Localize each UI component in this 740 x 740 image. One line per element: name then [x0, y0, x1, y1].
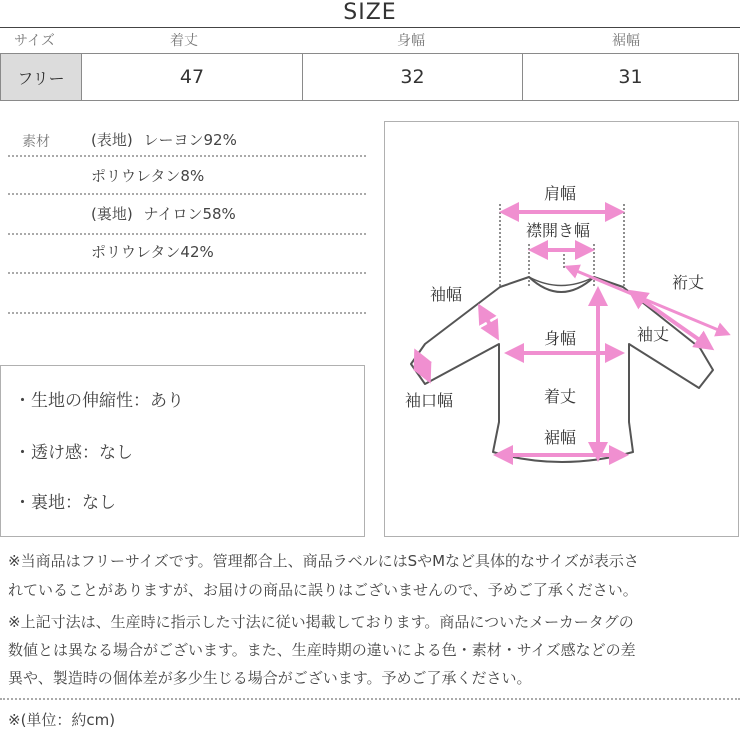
label-neck-width: 襟開き幅 — [526, 221, 591, 240]
hem-width-value-cell: 31 — [618, 66, 643, 88]
label-length: 着丈 — [544, 387, 577, 406]
material-line — [91, 166, 204, 186]
material-line — [91, 242, 214, 262]
cuff-width-arrow — [416, 352, 429, 380]
label-sleeve-width: 袖幅 — [430, 285, 463, 304]
property-lining: ・裏地：なし — [14, 493, 116, 513]
label-shoulder: 肩幅 — [544, 184, 577, 203]
header-size: サイズ — [14, 33, 55, 49]
note-line: ※当商品はフリーサイズです。管理都合上、商品ラベルにはSやMなど具体的なサイズが表示さ — [8, 552, 639, 570]
material-divider — [8, 155, 366, 157]
size-title: SIZE — [343, 0, 397, 25]
note-line: 数値とは異なる場合がございます。また、生産時期の違いによる色・素材・サイズ感などの差 — [8, 641, 636, 659]
header-hem-width: 裾幅 — [612, 33, 640, 49]
material-part: (表地) — [91, 131, 133, 149]
length-value-cell: 47 — [82, 54, 303, 100]
unit-note: ※(単位：約cm) — [8, 711, 116, 729]
material-divider — [8, 272, 366, 274]
label-yuki: 裄丈 — [672, 273, 705, 292]
material-part: (裏地) — [91, 205, 133, 223]
material-line — [91, 130, 237, 150]
body-width-value-cell: 32 — [303, 54, 523, 100]
note-line: 異や、製造時の個体差が多少生じる場合がございます。予めご了承ください。 — [8, 669, 532, 687]
header-body-width: 身幅 — [397, 33, 425, 49]
material-text: ポリウレタン42% — [91, 243, 214, 261]
note-line: れていることがありますが、お届けの商品に誤りはございませんので、予めご了承ください。 — [8, 581, 638, 599]
title-divider — [0, 27, 740, 28]
label-hem-width: 裾幅 — [544, 428, 577, 447]
note-line: ※上記寸法は、生産時に指示した寸法に従い掲載しております。商品についたメーカータグの — [8, 613, 634, 631]
size-name-cell: フリー — [1, 54, 82, 100]
material-divider — [8, 233, 366, 235]
label-sleeve-length: 袖丈 — [637, 325, 670, 344]
material-label: 素材 — [22, 134, 50, 150]
label-cuff-width: 袖口幅 — [405, 391, 454, 410]
property-sheerness: ・透け感：なし — [14, 443, 133, 463]
material-line — [91, 204, 236, 224]
property-stretch: ・生地の伸縮性：あり — [14, 391, 184, 411]
measurement-diagram — [384, 121, 739, 537]
sleeve-width-arrow — [480, 307, 497, 337]
size-table-row — [0, 53, 739, 101]
header-length: 着丈 — [170, 33, 198, 49]
notes-divider — [0, 698, 740, 700]
label-body-width: 身幅 — [544, 329, 577, 348]
material-divider — [8, 312, 366, 314]
material-text: ナイロン58% — [143, 205, 236, 223]
material-text: ポリウレタン8% — [91, 167, 205, 185]
material-text: レーヨン92% — [143, 131, 237, 149]
material-divider — [8, 193, 366, 195]
